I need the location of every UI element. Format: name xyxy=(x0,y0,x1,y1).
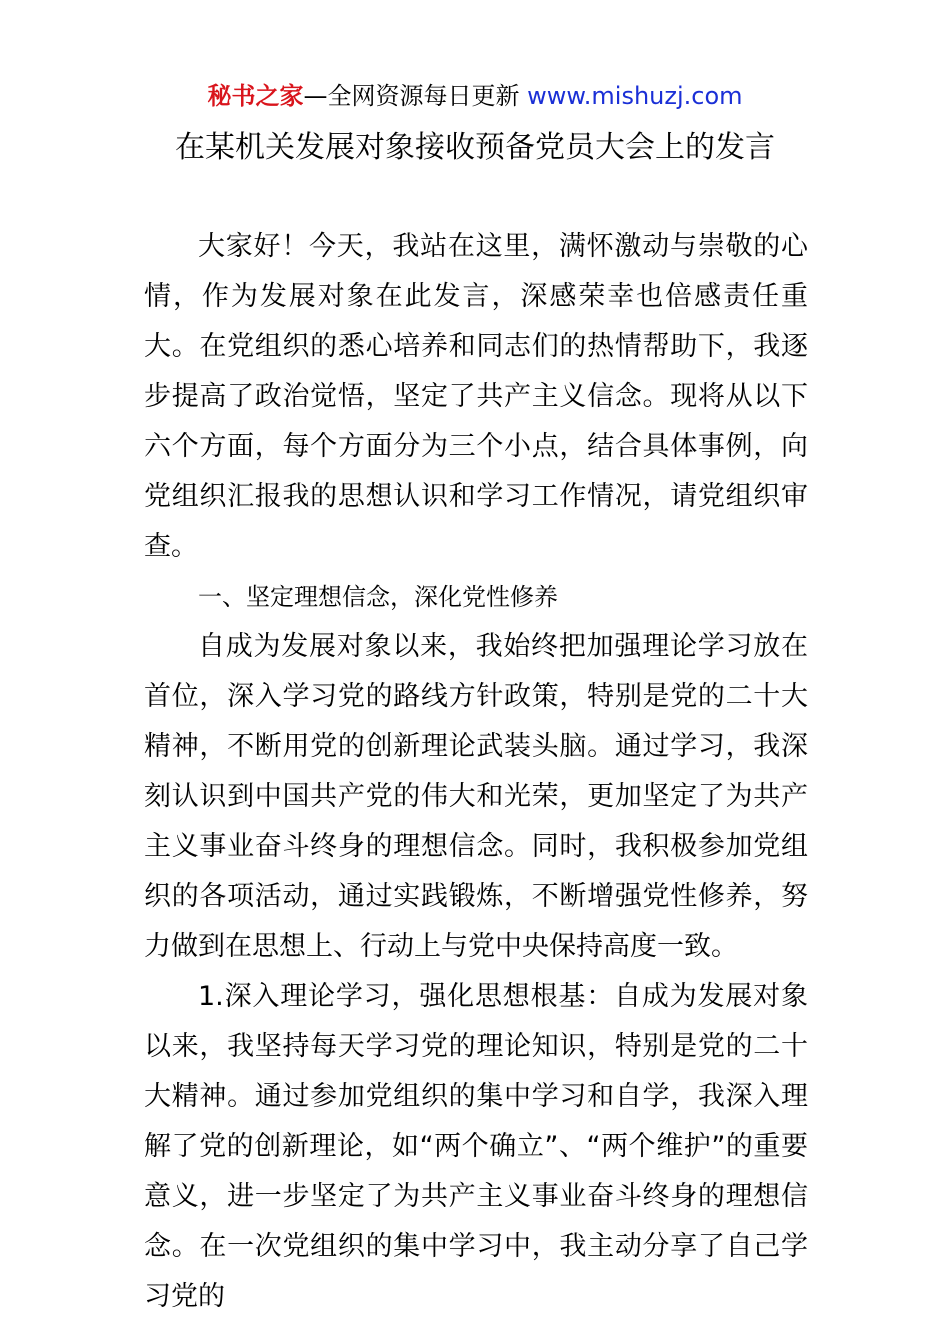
paragraph-intro: 大家好！今天，我站在这里，满怀激动与崇敬的心情，作为发展对象在此发言，深感荣幸也倍感责任重大。在党组织的悉心培养和同志们的热情帮助下，我逐步提高了政治觉悟，坚定了共产主义信念。现将从以下六个方面，每个方面分为三个小点，结合具体事例，向党组织汇报我的思想认识和学习工作情况，请党组织审查。 xyxy=(144,231,808,562)
site-url: www.mishuzj.com xyxy=(527,82,743,110)
document-title: 在某机关发展对象接收预备党员大会上的发言 xyxy=(175,130,775,165)
brand-name: 秘书之家 xyxy=(207,82,304,110)
paragraph-section-1: 自成为发展对象以来，我始终把加强理论学习放在首位，深入学习党的路线方针政策，特别是党的二十大精神，不断用党的创新理论武装头脑。通过学习，我深刻认识到中国共产党的伟大和光荣，更加坚定了为共产主义事业奋斗终身的理想信念。同时，我积极参加党组织的各项活动，通过实践锻炼，不断增强党性修养，努力做到在思想上、行动上与党中央保持高度一致。 xyxy=(144,631,808,962)
header-separator: — xyxy=(303,82,328,110)
header-tagline: 全网资源每日更新 xyxy=(327,82,528,110)
paragraph-point-1: 1.深入理论学习，强化思想根基：自成为发展对象以来，我坚持每天学习党的理论知识，特别是党的二十大精神。通过参加党组织的集中学习和自学，我深入理解了党的创新理论，如“两个确立”、“两个维护”的重要意义，进一步坚定了为共产主义事业奋斗终身的理想信念。在一次党组织的集中学习中，我主动分享了自己学习党的 xyxy=(144,981,808,1312)
section-heading: 一、坚定理想信念，深化党性修养 xyxy=(198,583,558,611)
document-body xyxy=(144,222,808,1322)
site-header xyxy=(0,80,950,112)
